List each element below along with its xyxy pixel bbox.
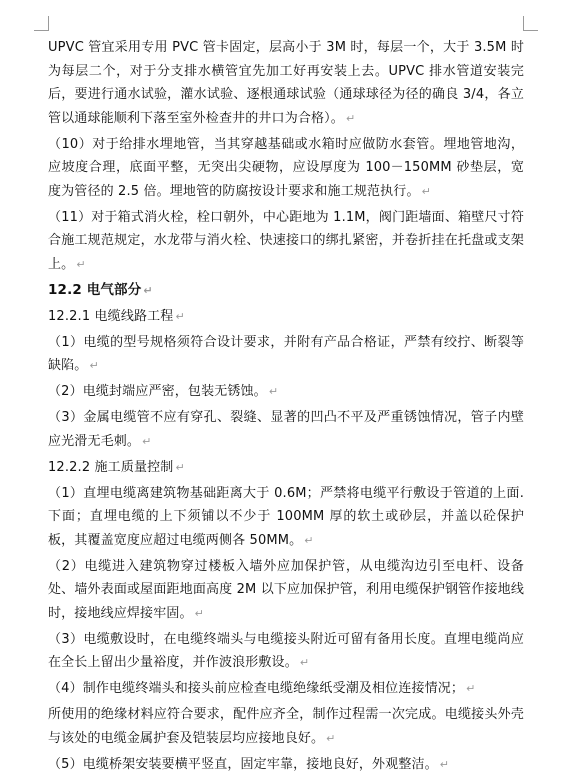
paragraph-qc-4-continued [48,703,524,750]
paragraph-mark-icon: ↵ [421,184,431,198]
crop-mark-top-right [523,16,538,31]
subheading-cable-line [48,305,524,329]
paragraph-mark-icon: ↵ [466,682,476,695]
paragraph-upvc-install [48,36,524,130]
paragraph-text: （10）对于给排水埋地管，当其穿越基础或水箱时应做防水套管。埋地管地沟，应坡度合理，底面平整，无突出尖硬物，应设厚度为 100－150MM 砂垫层，宽度为管径的 2.5 倍。埋地管的防腐按设计要求和施工规范执行。 [48,136,524,199]
paragraph-qc-1 [48,482,524,553]
paragraph-qc-3 [48,628,524,675]
paragraph-mark-icon: ↵ [439,757,450,771]
subheading-text: 12.2.2 施工质量控制 [48,459,174,475]
paragraph-text: （4）制作电缆终端头和接头前应检查电缆绝缘纸受潮及相位连接情况； [48,681,465,696]
document-page [48,36,524,779]
paragraph-text: （3）金属电缆管不应有穿孔、裂缝、显著的凹凸不平及严重锈蚀情况，管子内壁应光滑无毛刺。 [48,410,524,449]
paragraph-text: （1）直埋电缆离建筑物基础距离大于 0.6M；严禁将电缆平行敷设于管道的上面.下面；直埋电缆的上下须铺以不少于 100MM 厚的软土或砂层，并盖以砼保护板，其覆盖宽度应超过电缆两侧各 50MM。 [48,485,524,548]
paragraph-mark-icon: ↵ [304,533,314,547]
paragraph-qc-5 [48,753,524,777]
paragraph-mark-icon: ↵ [194,606,205,620]
paragraph-mark-icon: ↵ [268,385,279,398]
paragraph-mark-icon: ↵ [345,111,356,125]
paragraph-mark-icon: ↵ [143,283,153,297]
heading-text: 12.2 电气部分 [48,281,142,298]
crop-mark-top-left [34,16,49,31]
paragraph-text: （3）电缆敷设时，在电缆终端头与电缆接头附近可留有备用长度。直埋电缆尚应在全长上留出少量裕度，并作波浪形敷设。 [48,631,524,670]
paragraph-mark-icon: ↵ [299,656,310,669]
paragraph-mark-icon: ↵ [89,359,99,372]
paragraph-mark-icon: ↵ [326,731,336,745]
paragraph-mark-icon: ↵ [175,309,185,323]
paragraph-text: UPVC 管宜采用专用 PVC 管卡固定，层高小于 3M 时，每层一个，大于 3.5M 时为每层二个，对于分支排水横管宜先加工好再安装上去。UPVC 排水管道安装完后，要进行通水试验，灌水试验、逐根通球试验（通球球径为径的确良 3/4，各立管以通球能顺利下落至室外检查井的井口为合格）。 [48,40,524,126]
paragraph-cable-2 [48,380,524,404]
paragraph-item-11 [48,206,524,277]
paragraph-text: 所使用的绝缘材料应符合要求，配件应齐全，制作过程需一次完成。电缆接头外壳与该处的电缆金属护套及铠装层均应接地良好。 [48,707,524,746]
paragraph-cable-1 [48,331,524,378]
paragraph-qc-4 [48,677,524,701]
paragraph-text: （5）电缆桥架安装要横平竖直，固定牢靠，接地良好，外观整洁。 [48,756,438,772]
paragraph-text: （11）对于箱式消火栓，栓口朝外，中心距地为 1.1M，阀门距墙面、箱壁尺寸符合施工规范规定，水龙带与消火栓、快速接口的绑扎紧密，并卷折挂在托盘或支架上。 [48,209,524,272]
paragraph-mark-icon: ↵ [76,257,86,271]
paragraph-text: （1）电缆的型号规格须符合设计要求，并附有产品合格证，严禁有绞拧、断裂等缺陷。 [48,334,524,373]
paragraph-text: （2）电缆进入建筑物穿过楼板入墙外应加保护管，从电缆沟边引至电杆、设备处、墙外表面或屋面距地面高度 2M 以下应加保护管，利用电缆保护钢管作接地线时，接地线应焊接牢固。 [48,558,524,621]
paragraph-cable-3 [48,406,524,453]
subheading-quality-control [48,456,524,480]
paragraph-text: （2）电缆封端应严密，包装无锈蚀。 [48,384,267,399]
paragraph-mark-icon: ↵ [142,434,152,448]
paragraph-mark-icon: ↵ [175,460,185,474]
paragraph-item-10 [48,133,524,204]
section-heading-electrical [48,279,524,303]
subheading-text: 12.2.1 电缆线路工程 [48,308,174,324]
paragraph-qc-2 [48,555,524,626]
